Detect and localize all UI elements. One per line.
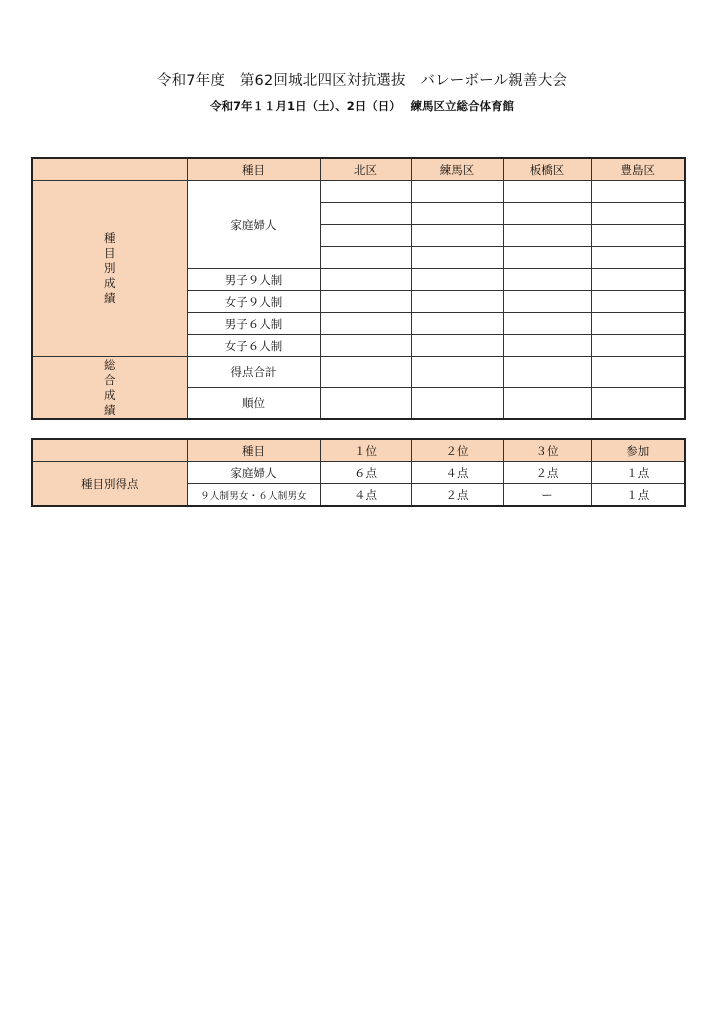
result-cell (320, 335, 411, 357)
points-table (31, 438, 686, 507)
page-title: 令和7年度 第62回城北四区対抗選抜 バレーボール親善大会 (156, 73, 568, 89)
points-cell: ４点 (411, 462, 503, 484)
event-label: 女子６人制 (187, 335, 320, 357)
points-event-header: 種目 (187, 439, 320, 462)
result-cell (591, 335, 685, 357)
result-cell (411, 388, 503, 420)
event-label: 家庭婦人 (187, 462, 320, 484)
points-cell: ６点 (320, 462, 411, 484)
result-cell (591, 181, 685, 203)
result-cell (411, 181, 503, 203)
result-cell (320, 181, 411, 203)
result-cell (591, 269, 685, 291)
result-cell (503, 247, 591, 269)
results-corner-cell (32, 158, 187, 181)
result-cell (503, 203, 591, 225)
result-cell (320, 203, 411, 225)
results-event-header: 種目 (187, 158, 320, 181)
result-cell (503, 335, 591, 357)
section-label-text: 種目別成績 (104, 231, 116, 305)
points-col-header: ２位 (411, 439, 503, 462)
result-cell (591, 357, 685, 388)
result-cell (320, 269, 411, 291)
result-cell (320, 388, 411, 420)
results-col-header: 練馬区 (411, 158, 503, 181)
points-cell: ー (503, 484, 591, 507)
result-cell (503, 357, 591, 388)
result-cell (503, 388, 591, 420)
points-col-header: １位 (320, 439, 411, 462)
points-cell: １点 (591, 462, 685, 484)
result-cell (503, 269, 591, 291)
table-row (32, 462, 685, 484)
result-cell (411, 247, 503, 269)
results-col-header: 板橋区 (503, 158, 591, 181)
result-cell (411, 269, 503, 291)
points-col-header: ３位 (503, 439, 591, 462)
result-cell (591, 291, 685, 313)
table-row (32, 181, 685, 203)
table-row (32, 357, 685, 388)
result-cell (591, 388, 685, 420)
result-cell (591, 225, 685, 247)
result-cell (320, 291, 411, 313)
event-label: 男子９人制 (187, 269, 320, 291)
points-cell: １点 (591, 484, 685, 507)
page-subtitle: 令和7年１１月1日（土）、2日（日） 練馬区立総合体育館 (209, 99, 514, 113)
result-cell (411, 291, 503, 313)
result-cell (320, 225, 411, 247)
result-cell (411, 225, 503, 247)
points-corner-cell (32, 439, 187, 462)
result-cell (411, 357, 503, 388)
result-cell (503, 225, 591, 247)
result-cell (411, 335, 503, 357)
result-cell (320, 247, 411, 269)
result-cell (591, 313, 685, 335)
section-label-by-event (32, 181, 187, 357)
event-label: 男子６人制 (187, 313, 320, 335)
event-label: 順位 (187, 388, 320, 420)
points-col-header: 参加 (591, 439, 685, 462)
event-label: 女子９人制 (187, 291, 320, 313)
section-label-text: 総合成績 (104, 357, 116, 417)
result-cell (411, 203, 503, 225)
points-cell: ２点 (503, 462, 591, 484)
result-cell (411, 313, 503, 335)
result-cell (503, 291, 591, 313)
result-cell (320, 313, 411, 335)
results-col-header: 豊島区 (591, 158, 685, 181)
event-label: 家庭婦人 (187, 181, 320, 269)
result-cell (591, 247, 685, 269)
event-label: ９人制男女・６人制男女 (187, 484, 320, 507)
result-cell (591, 203, 685, 225)
result-cell (320, 357, 411, 388)
points-header-row (32, 439, 685, 462)
result-cell (503, 181, 591, 203)
points-cell: ４点 (320, 484, 411, 507)
points-cell: ２点 (411, 484, 503, 507)
section-label-overall (32, 357, 187, 420)
results-header-row (32, 158, 685, 181)
results-table (31, 157, 686, 420)
results-col-header: 北区 (320, 158, 411, 181)
points-section-label: 種目別得点 (32, 462, 187, 507)
event-label: 得点合計 (187, 357, 320, 388)
result-cell (503, 313, 591, 335)
